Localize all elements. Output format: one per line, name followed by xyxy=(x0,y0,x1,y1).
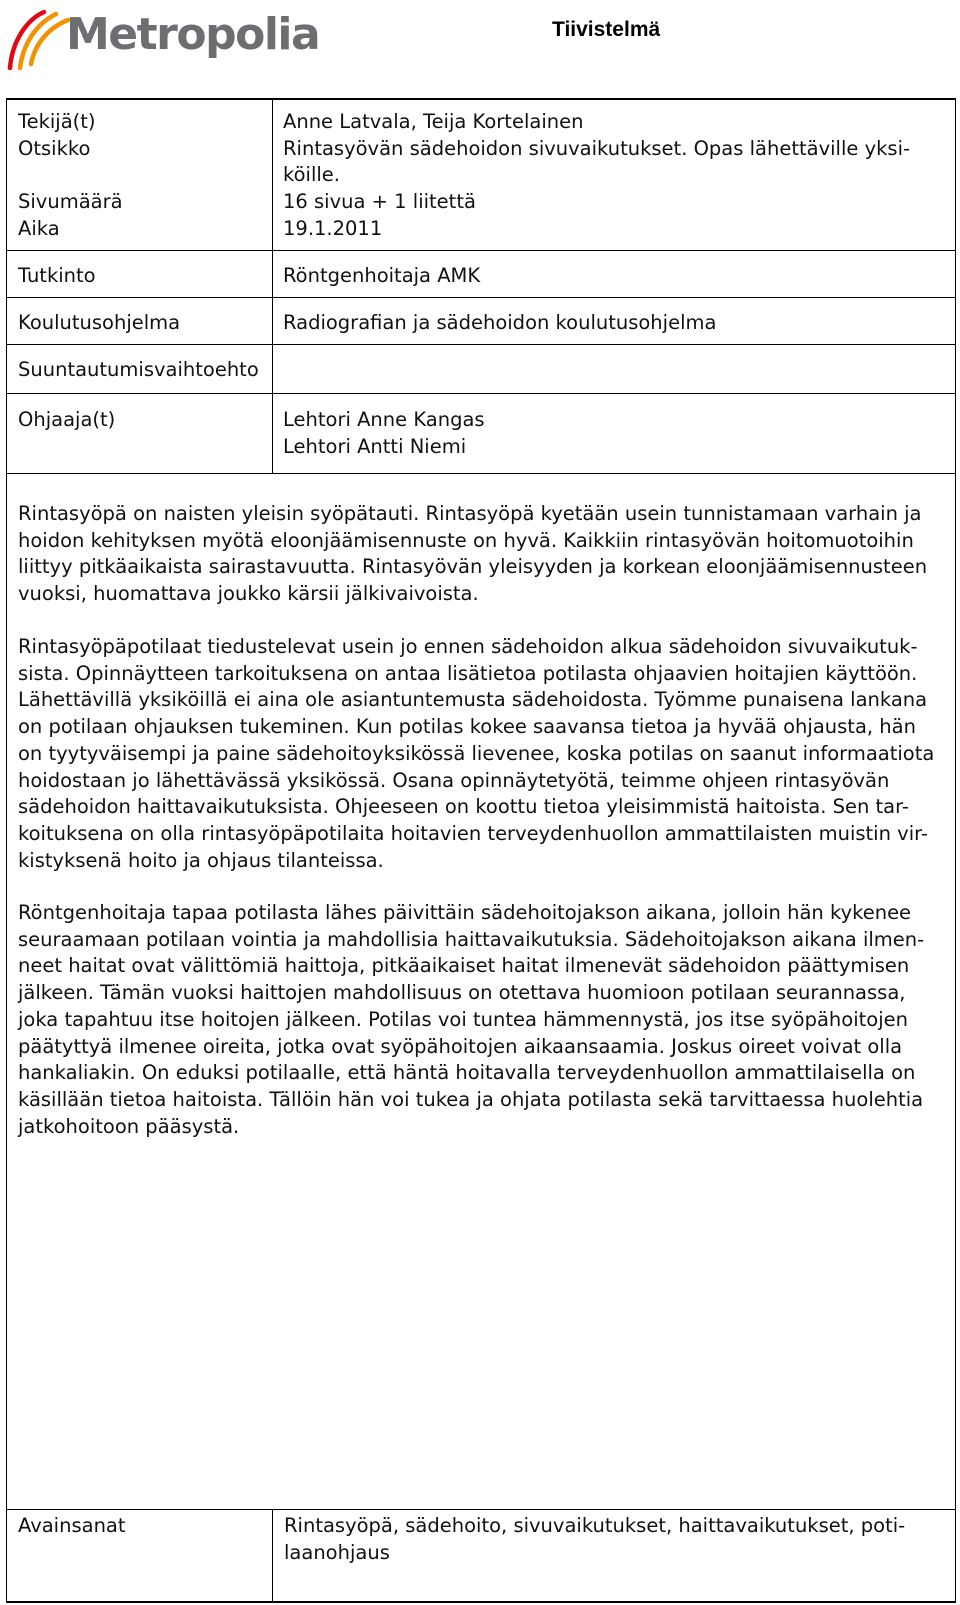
abstract-line: hoidon kehityksen myötä eloonjäämisennuste on hyvä. Kaikkiin rintasyövän hoitomuotoihin xyxy=(18,528,914,552)
abstract-line: päätyttyä ilmenee oireita, jotka ovat syöpähoitojen aikaansaamia. Joskus oireet voivat olla xyxy=(18,1034,903,1058)
abstract-line: Rintasyöpäpotilaat tiedustelevat usein jo ennen sädehoidon alkua sädehoidon sivuvaikutuk- xyxy=(18,635,918,658)
keywords-value-line: Rintasyöpä, sädehoito, sivuvaikutukset, haittavaikutukset, poti- xyxy=(284,1514,906,1537)
abstract-line: käsillään tietoa haitoista. Tällöin hän voi tukea ja ohjata potilasta sekä tarvittaessa huolehtia xyxy=(18,1087,924,1111)
abstract-line: jälkeen. Tämän vuoksi haittojen mahdollisuus on otettava huomioon potilaan seurannassa, xyxy=(18,981,906,1005)
supervisor-value-line: Lehtori Anne Kangas xyxy=(283,408,485,431)
specialisation-label: Suuntautumisvaihtoehto xyxy=(18,358,259,381)
abstract-line: on tyytyväisempi ja paine sädehoitoyksikössä lievenee, koska potilas on saanut informaatiota xyxy=(18,741,935,765)
keywords-label: Avainsanat xyxy=(18,1514,126,1537)
abstract-line: kistyksenä hoito ja ohjaus tilanteissa. xyxy=(18,848,384,872)
divider xyxy=(6,1509,956,1510)
pages-value: 16 sivua + 1 liitettä xyxy=(283,190,476,213)
abstract-line: joka tapahtuu itse hoitojen jälkeen. Potilas voi tuntea hämmennystä, jos itse syöpähoitojen xyxy=(18,1007,908,1031)
pages-label: Sivumäärä xyxy=(18,190,123,213)
document-type: Tiivistelmä xyxy=(552,18,661,41)
abstract-paragraph xyxy=(18,634,948,874)
title-value-line: köille. xyxy=(283,163,340,186)
divider xyxy=(6,393,956,394)
degree-value: Röntgenhoitaja AMK xyxy=(283,264,481,287)
logo-wordmark: Metropolia xyxy=(66,9,320,60)
date-label: Aika xyxy=(18,217,60,240)
date-value: 19.1.2011 xyxy=(283,217,383,240)
title-label: Otsikko xyxy=(18,137,91,160)
page-header xyxy=(0,0,960,95)
author-value: Anne Latvala, Teija Kortelainen xyxy=(283,110,584,133)
divider xyxy=(6,344,956,345)
abstract-line: Rintasyöpä on naisten yleisin syöpätauti. Rintasyöpä kyetään usein tunnistamaan varhain ja xyxy=(18,502,922,525)
abstract-paragraph xyxy=(18,900,948,1140)
abstract-line: liittyy pitkäaikaista sairastavuutta. Rintasyövän yleisyyden ja korkean eloonjäämisennusteen xyxy=(18,555,928,579)
abstract-line: on potilaan ohjauksen tukeminen. Kun potilas kokee saavansa tietoa ja hyvää ohjausta, hän xyxy=(18,715,916,739)
abstract-line: jatkohoitoon pääsystä. xyxy=(18,1114,240,1138)
abstract-line: seuraamaan potilaan vointia ja mahdollisia haittavaikutuksia. Sädehoitojakson aikana ilmen- xyxy=(18,927,925,951)
title-value-line: Rintasyövän sädehoidon sivuvaikutukset. Opas lähettäville yksi- xyxy=(283,137,911,160)
abstract-line: Röntgenhoitaja tapaa potilasta lähes päivittäin sädehoitojakson aikana, jolloin hän kykenee xyxy=(18,901,912,924)
abstract-line: sista. Opinnäytteen tarkoituksena on antaa lisätietoa potilasta ohjaavien hoitajien käyttöön. xyxy=(18,661,918,685)
degree-label: Tutkinto xyxy=(18,264,96,287)
divider xyxy=(6,473,956,474)
programme-value: Radiografian ja sädehoidon koulutusohjelma xyxy=(283,311,717,334)
supervisor-label: Ohjaaja(t) xyxy=(18,408,116,431)
column-divider xyxy=(272,99,273,473)
abstract-line: sädehoidon haittavaikutuksista. Ohjeeseen on koottu tietoa yleisimmistä haitoista. Sen tar- xyxy=(18,795,909,819)
abstract-line: koituksena on olla rintasyöpäpotilaita hoitavien terveydenhuollon ammattilaisten muistin vir- xyxy=(18,821,928,845)
supervisor-value-line: Lehtori Antti Niemi xyxy=(283,435,467,458)
author-label: Tekijä(t) xyxy=(18,110,96,133)
abstract-line: vuoksi, huomattava joukko kärsii jälkivaivoista. xyxy=(18,582,479,606)
column-divider xyxy=(272,1509,273,1602)
keywords-value-line: laanohjaus xyxy=(284,1541,390,1564)
abstract-line: neet haitat ovat välittömiä haittoja, pitkäaikaiset haitat ilmenevät sädehoidon päättymisen xyxy=(18,954,910,978)
programme-label: Koulutusohjelma xyxy=(18,311,181,334)
metropolia-logo xyxy=(4,2,320,72)
divider xyxy=(6,297,956,298)
abstract-line: hankaliakin. On eduksi potilaalle, että häntä hoitavalla terveydenhuollon ammattilaisella on xyxy=(18,1061,916,1085)
abstract-paragraph xyxy=(18,501,948,608)
abstract-line: hoidostaan jo lähettävässä yksikössä. Osana opinnäytetyötä, teimme ohjeen rintasyövän xyxy=(18,768,890,792)
abstract-line: Lähettävillä yksiköillä ei aina ole asiantuntemusta sädehoidosta. Työmme punaisena lankana xyxy=(18,688,928,712)
metropolia-logo-icon xyxy=(4,2,74,72)
divider xyxy=(6,250,956,251)
